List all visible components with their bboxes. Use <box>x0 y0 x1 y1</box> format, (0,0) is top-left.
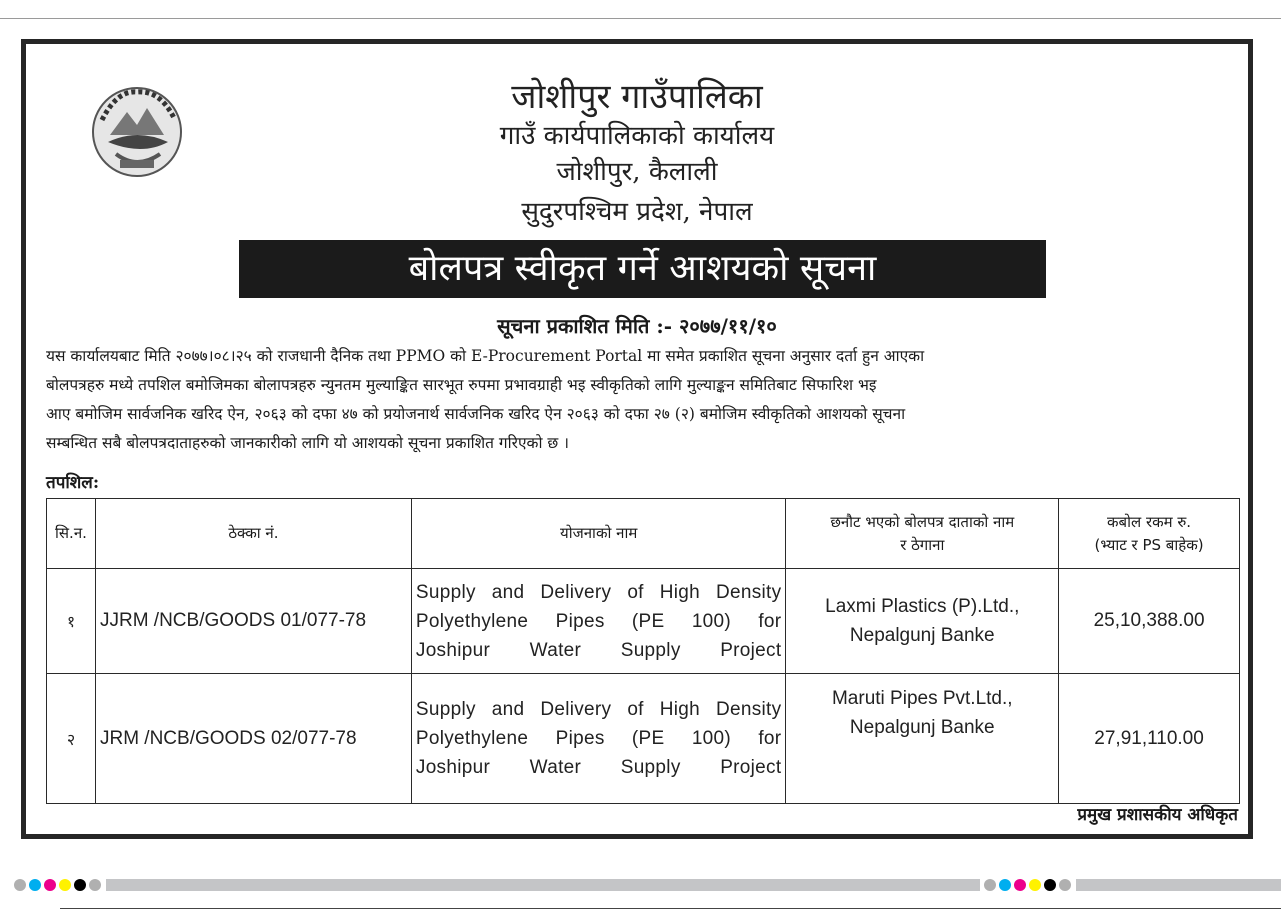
table-row <box>47 569 1240 674</box>
cell-contract: JRM /NCB/GOODS 02/077-78 <box>95 674 411 804</box>
registration-dot <box>44 879 56 891</box>
col-header-bidder <box>786 499 1059 569</box>
cell-amount: 25,10,388.00 <box>1059 569 1240 674</box>
office-name: गाउँ कार्यपालिकाको कार्यालय <box>499 121 775 151</box>
notice-body <box>46 342 1239 458</box>
body-line: आए बमोजिम सार्वजनिक खरिद ऐन, २०६३ को दफा ४७ को प्रयोजनार्थ सार्वजनिक खरिद ऐन २०६३ को दफा २७ (२) बमोजिम स्वीकृतिको आशयको सूचना <box>46 405 906 423</box>
registration-dots-right <box>984 878 1071 892</box>
registration-dot <box>1014 879 1026 891</box>
registration-dot <box>29 879 41 891</box>
cell-amount: 27,91,110.00 <box>1059 674 1240 804</box>
table-row <box>47 674 1240 804</box>
award-table <box>46 498 1240 804</box>
cell-bidder <box>786 674 1059 804</box>
bottom-rule <box>60 908 1281 909</box>
notice-title-banner: बोलपत्र स्वीकृत गर्ने आशयको सूचना <box>239 240 1046 298</box>
office-location: जोशीपुर, कैलाली <box>556 157 718 187</box>
notice-frame <box>21 39 1253 839</box>
project-line: Joshipur Water Supply Project <box>415 639 782 661</box>
signatory-title: प्रमुख प्रशासकीय अधिकृत <box>1077 805 1238 825</box>
col-header-sn: सि.न. <box>47 499 96 569</box>
cell-contract: JJRM /NCB/GOODS 01/077-78 <box>95 569 411 674</box>
body-line: यस कार्यालयबाट मिति २०७७।०८।२५ को राजधानी दैनिक तथा PPMO को E-Procurement Portal मा समेत प्रकाशित सूचना अनुसार दर्ता हुन आएका <box>46 347 925 365</box>
registration-dots-left <box>14 878 101 892</box>
province-country: सुदुरपश्चिम प्रदेश, नेपाल <box>521 197 753 227</box>
registration-dot <box>1044 879 1056 891</box>
header-line: (भ्याट र PS बाहेक) <box>1094 535 1204 554</box>
cell-sn: १ <box>47 569 96 674</box>
registration-dot <box>59 879 71 891</box>
registration-dot <box>74 879 86 891</box>
header-line: र ठेगाना <box>900 535 945 554</box>
cell-sn: २ <box>47 674 96 804</box>
table-header-row <box>47 499 1240 569</box>
publish-date: सूचना प्रकाशित मिति :- २०७७/११/१० <box>497 314 777 338</box>
bidder-line: Maruti Pipes Pvt.Ltd., <box>831 688 1013 709</box>
project-line: Polyethylene Pipes (PE 100) for <box>415 728 782 749</box>
cell-project <box>411 674 786 804</box>
registration-dot <box>999 879 1011 891</box>
col-header-contract: ठेक्का नं. <box>95 499 411 569</box>
registration-dot <box>89 879 101 891</box>
header-line: कबोल रकम रु. <box>1107 512 1192 531</box>
bidder-line: Laxmi Plastics (P).Ltd., <box>825 596 1020 617</box>
project-line: Joshipur Water Supply Project <box>415 757 782 778</box>
details-label: तपशिल: <box>46 473 100 493</box>
registration-dot <box>984 879 996 891</box>
registration-bar <box>106 879 980 891</box>
project-line: Polyethylene Pipes (PE 100) for <box>415 610 782 632</box>
cell-project <box>411 569 786 674</box>
cell-bidder <box>786 569 1059 674</box>
body-line: बोलपत्रहरु मध्ये तपशिल बमोजिमका बोलापत्रहरु न्युनतम मुल्याङ्कित सारभूत रुपमा प्रभावग्राही भइ स्वीकृतिको लागि मुल्याङ्कन समितिबाट सिफारिश भइ <box>46 376 877 394</box>
project-line: Supply and Delivery of High Density <box>415 699 782 720</box>
body-line: सम्बन्धित सबै बोलपत्रदाताहरुको जानकारीको लागि यो आशयको सूचना प्रकाशित गरिएको छ । <box>46 434 570 452</box>
project-line: Supply and Delivery of High Density <box>415 581 782 603</box>
col-header-amount <box>1059 499 1240 569</box>
bidder-line: Nepalgunj Banke <box>849 625 995 646</box>
registration-dot <box>14 879 26 891</box>
registration-dot <box>1029 879 1041 891</box>
header-line: छनौट भएको बोलपत्र दाताको नाम <box>830 512 1015 531</box>
col-header-project: योजनाको नाम <box>411 499 786 569</box>
bidder-line: Nepalgunj Banke <box>849 717 995 738</box>
registration-dot <box>1059 879 1071 891</box>
registration-bar <box>1076 879 1281 891</box>
municipality-name: जोशीपुर गाउँपालिका <box>511 77 763 117</box>
top-rule <box>0 18 1281 19</box>
